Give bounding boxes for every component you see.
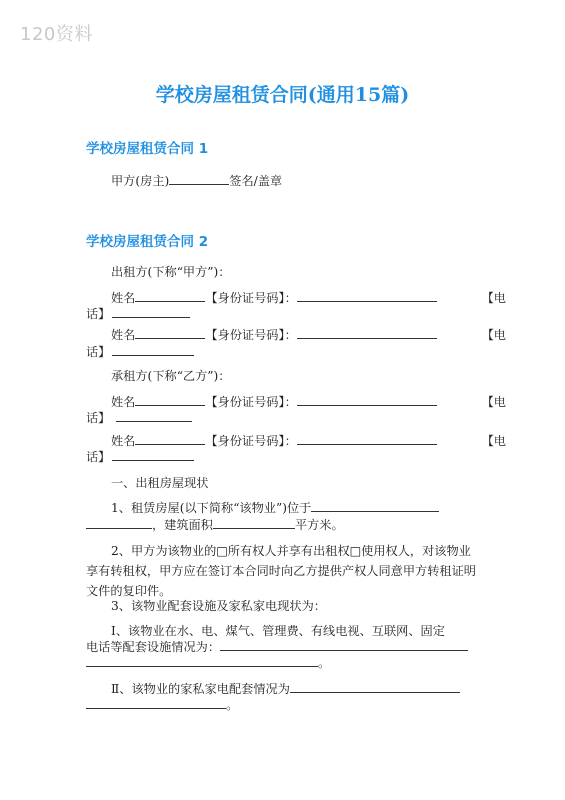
blank-field — [86, 516, 152, 529]
id-label: 【身份证号码】： — [205, 434, 297, 448]
furniture-label: Ⅱ、该物业的家私家电配套情况为 — [111, 682, 290, 696]
lessee-label: 承租方(下称“乙方”)： — [111, 369, 231, 383]
facilities-label: 电话等配套设施情况为： — [86, 640, 221, 654]
period: 。 — [226, 698, 239, 712]
blank-field — [112, 305, 190, 318]
phone-label-b: 话】 — [86, 345, 111, 359]
blank-field — [135, 289, 205, 302]
lessee-phone-row-2 — [86, 447, 481, 467]
blank-field — [297, 289, 437, 302]
blank-field — [297, 393, 437, 406]
blank-field — [220, 638, 468, 651]
period: 。 — [318, 656, 331, 670]
blank-field — [116, 409, 192, 422]
watermark: 120资料 — [20, 24, 93, 45]
clause-1-title: 一、出租房屋现状 — [111, 476, 209, 490]
name-label: 姓名 — [111, 395, 136, 409]
item-3-ii-line-2 — [86, 695, 481, 715]
blank-field — [311, 499, 439, 512]
item-2-text: 2、甲方为该物业的□所有权人并享有出租权□使用权人，对该物业享有转租权，甲方应在签订本合同时向乙方提供产权人同意甲方转租证明文件的复印件。 — [86, 544, 476, 598]
section-2-heading: 学校房屋租赁合同 2 — [86, 234, 209, 250]
blank-field — [297, 432, 437, 445]
landlord-label: 甲方(房主) — [111, 174, 170, 188]
lessee-phone-row-1 — [86, 408, 481, 428]
lessor-label: 出租方(下称“甲方”)： — [111, 265, 231, 279]
blank-field — [135, 432, 205, 445]
blank-field — [112, 343, 194, 356]
id-label: 【身份证号码】： — [205, 291, 297, 305]
name-label: 姓名 — [111, 291, 136, 305]
document-title: 学校房屋租赁合同(通用15篇) — [155, 84, 410, 106]
blank-field — [135, 326, 205, 339]
item-3-i-line-1: Ⅰ、该物业在水、电、煤气、管理费、有线电视、互联网、固定 — [111, 624, 445, 638]
blank-field — [86, 654, 318, 667]
landlord-signature-line — [86, 171, 506, 191]
phone-label-a: 【电 — [481, 328, 506, 342]
phone-label-b: 话】 — [86, 307, 111, 321]
item-3-i-line-3 — [86, 653, 481, 673]
item-1-line-2 — [86, 515, 481, 535]
name-label: 姓名 — [111, 434, 136, 448]
blank-field — [290, 680, 460, 693]
name-label: 姓名 — [111, 328, 136, 342]
blank-field — [135, 393, 205, 406]
lessor-phone-row-2 — [86, 342, 481, 362]
phone-label-b: 话】 — [86, 450, 111, 464]
unit-label: 平方米。 — [294, 518, 344, 532]
phone-label-a: 【电 — [481, 434, 506, 448]
id-label: 【身份证号码】： — [205, 395, 297, 409]
blank-field — [213, 516, 295, 529]
blank-field — [86, 696, 226, 709]
section-1-heading: 学校房屋租赁合同 1 — [86, 141, 209, 157]
id-label: 【身份证号码】： — [205, 328, 297, 342]
lessor-phone-row-1 — [86, 304, 481, 324]
blank-field — [297, 326, 437, 339]
blank-field — [169, 172, 229, 185]
phone-label-a: 【电 — [481, 395, 506, 409]
signature-label: 签名/盖章 — [229, 174, 283, 188]
phone-label-b: 话】 — [86, 411, 111, 425]
item-3-text: 3、该物业配套设施及家私家电现状为： — [111, 599, 326, 613]
area-label: ，建筑面积 — [152, 518, 213, 532]
item-1-text: 1、租赁房屋(以下简称“该物业”)位于 — [111, 501, 312, 515]
blank-field — [112, 448, 194, 461]
phone-label-a: 【电 — [481, 291, 506, 305]
